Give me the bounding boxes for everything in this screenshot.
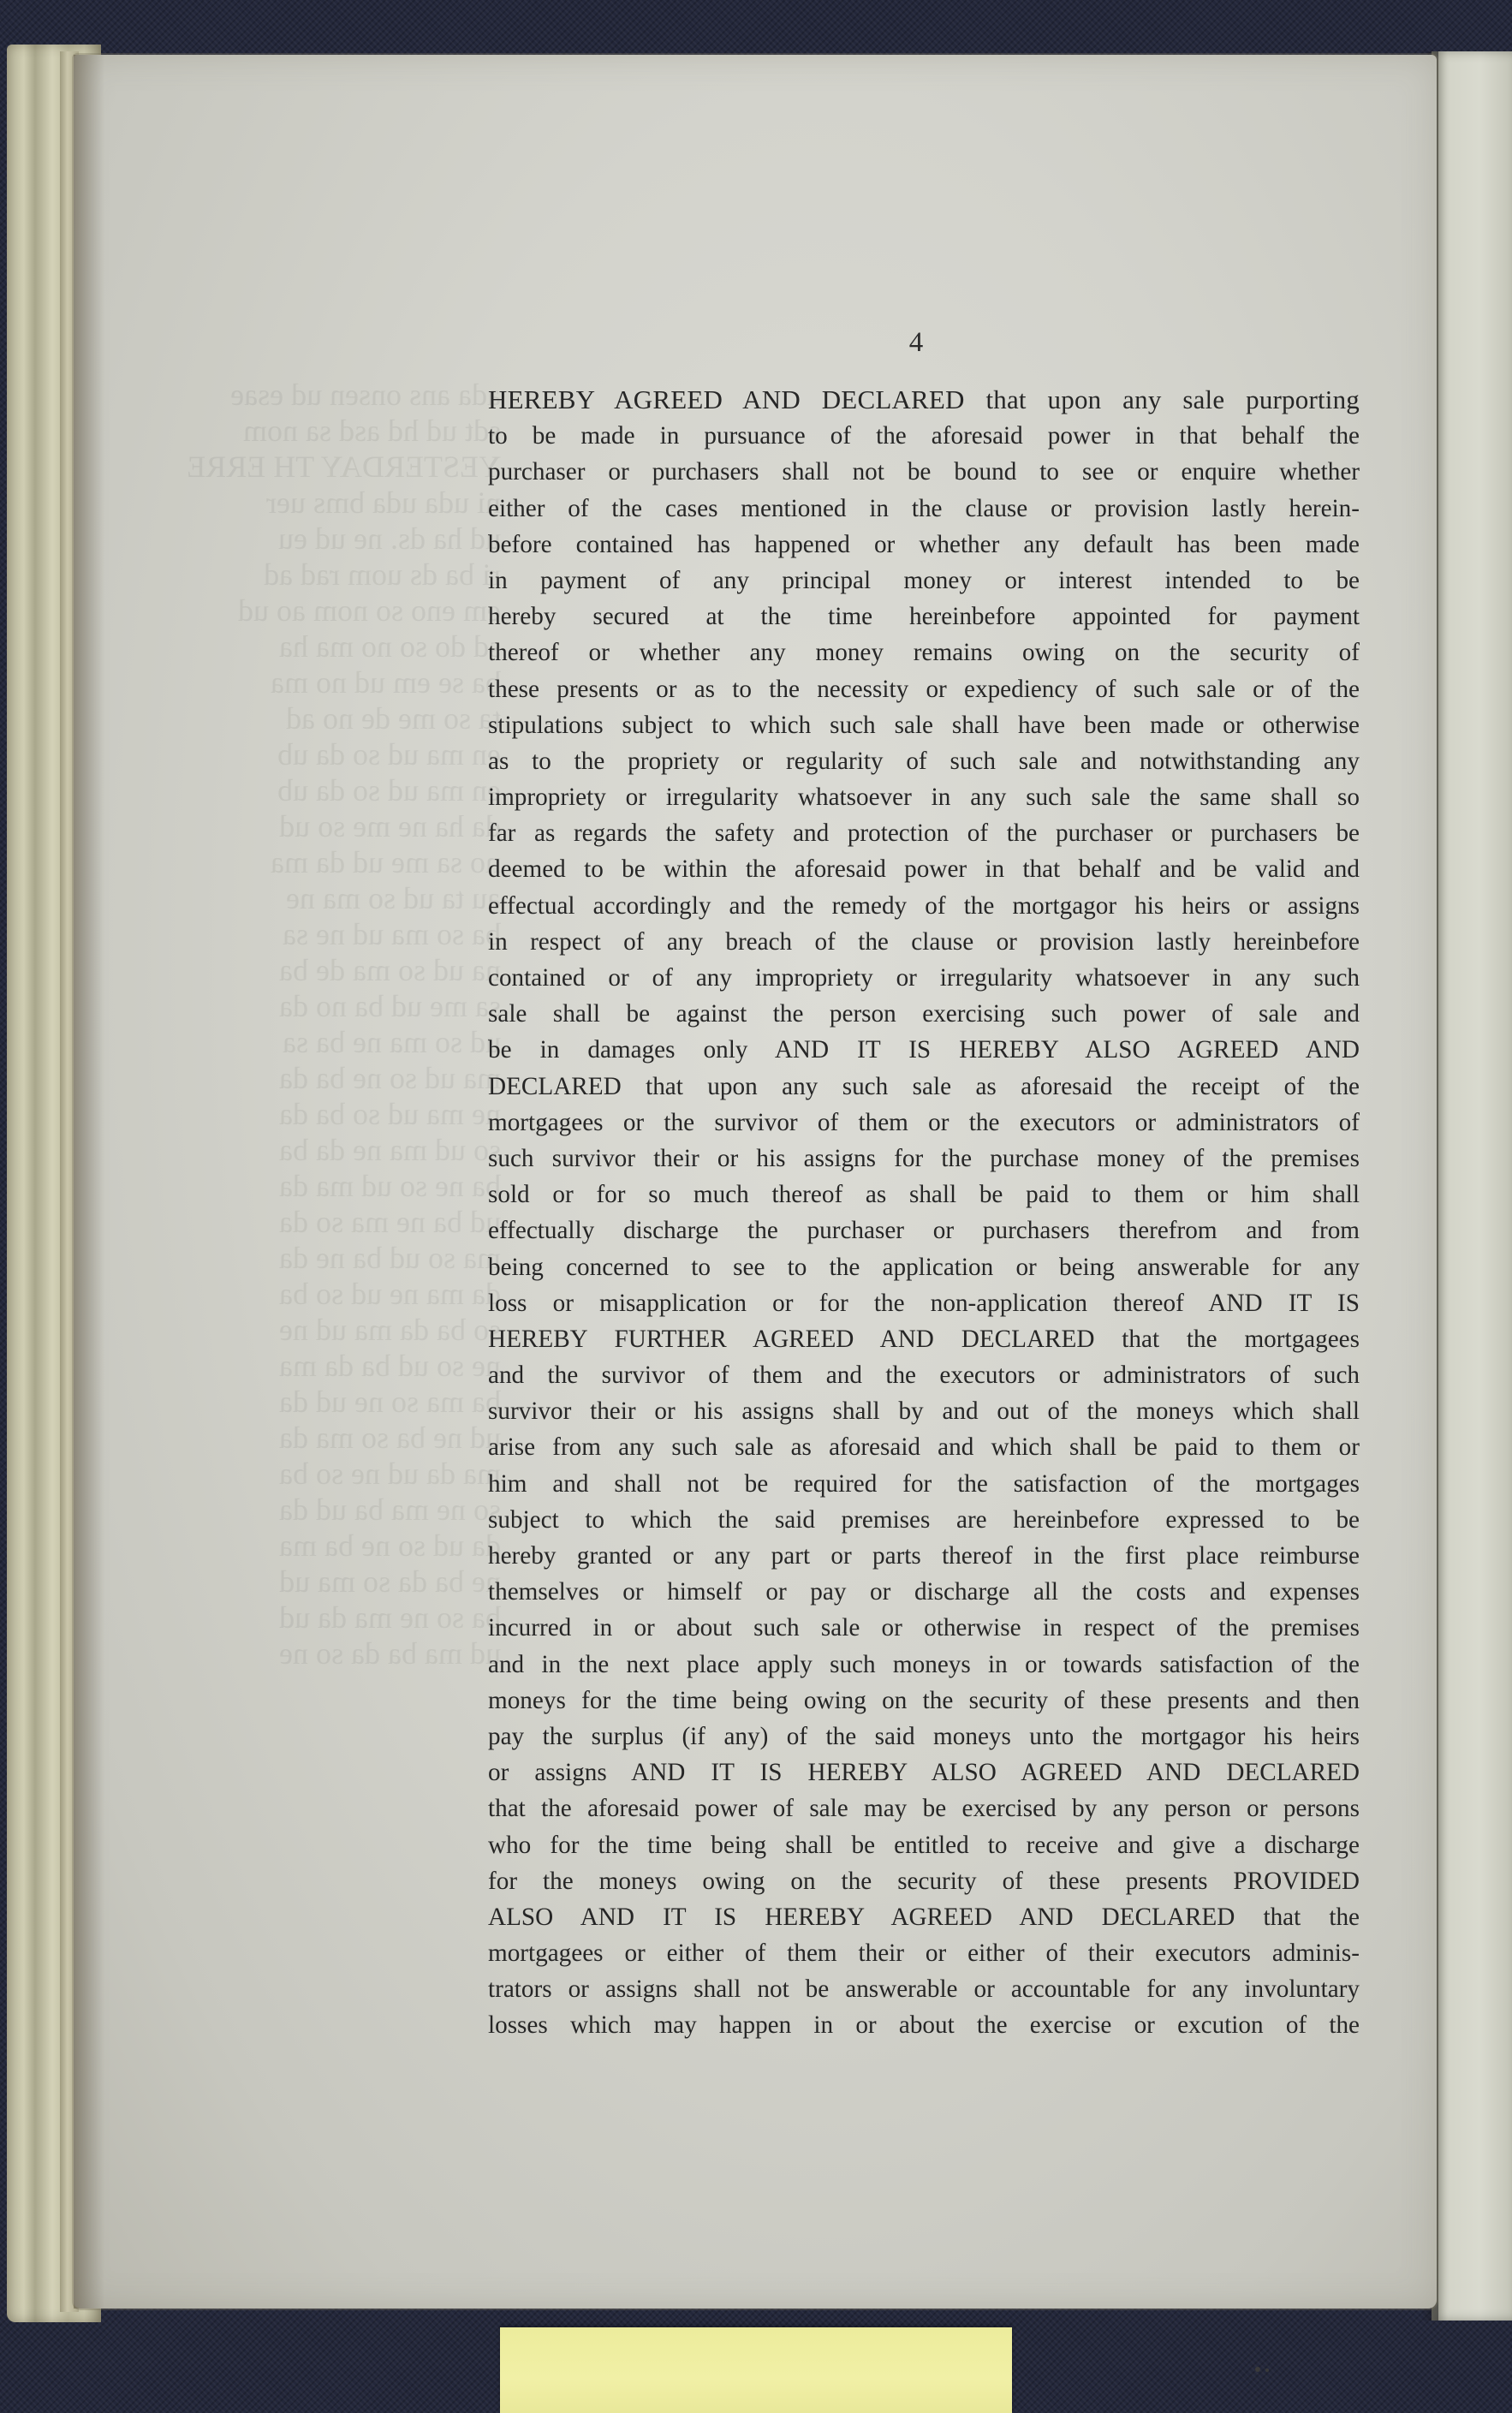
text-line: be in damages only AND IT IS HEREBY ALSO AGREED AND — [488, 1036, 1360, 1064]
text-line: and in the next place apply such moneys in or towards satisfaction of the — [488, 1650, 1360, 1678]
text-line: who for the time being shall be entitled to receive and give a discharge — [488, 1831, 1360, 1859]
page-number: 4 — [908, 327, 924, 358]
catalogue-slip — [500, 2327, 1012, 2413]
page-gutter-shadow — [74, 55, 104, 2309]
text-line: in respect of any breach of the clause or provision lastly hereinbefore — [488, 927, 1360, 956]
text-line: subject to which the said premises are hereinbefore expressed to be — [488, 1505, 1360, 1534]
text-line: sale shall be against the person exercising such power of sale and — [488, 1000, 1360, 1028]
text-line: sold or for so much thereof as shall be paid to them or him shall — [488, 1181, 1360, 1209]
text-line: purchaser or purchasers shall not be bound to see or enquire whether — [488, 458, 1360, 486]
text-line: such survivor their or his assigns for the purchase money of the premises — [488, 1144, 1360, 1172]
text-line: moneys for the time being owing on the security of these presents and then — [488, 1686, 1360, 1714]
text-line: HEREBY FURTHER AGREED AND DECLARED that the mortgagees — [488, 1325, 1360, 1353]
text-line: ALSO AND IT IS HEREBY AGREED AND DECLARED that the — [488, 1903, 1360, 1931]
text-line: before contained has happened or whether any default has been made — [488, 530, 1360, 558]
text-line: loss or misapplication or for the non-application thereof AND IT IS — [488, 1289, 1360, 1317]
text-line: that the aforesaid power of sale may be exercised by any person or persons — [488, 1795, 1360, 1823]
text-line: HEREBY AGREED AND DECLARED that upon any sale purporting — [488, 384, 1360, 414]
text-line: arise from any such sale as aforesaid and which shall be paid to them or — [488, 1433, 1360, 1462]
text-line: incurred in or about such sale or otherwise in respect of the premises — [488, 1614, 1360, 1642]
text-line: themselves or himself or pay or discharge all the costs and expenses — [488, 1578, 1360, 1606]
ink-speck — [1255, 2367, 1260, 2372]
text-line: DECLARED that upon any such sale as aforesaid the receipt of the — [488, 1072, 1360, 1100]
facing-page-edge — [1432, 51, 1512, 2321]
text-line: effectually discharge the purchaser or purchasers therefrom and from — [488, 1217, 1360, 1245]
text-line: thereof or whether any money remains owing on the security of — [488, 639, 1360, 667]
text-line: hereby granted or any part or parts thereof in the first place reimburse — [488, 1542, 1360, 1570]
text-line: deemed to be within the aforesaid power in that behalf and be valid and — [488, 855, 1360, 884]
deed-body-text — [488, 382, 1360, 2044]
text-line: stipulations subject to which such sale shall have been made or otherwise — [488, 711, 1360, 739]
text-line: or assigns AND IT IS HEREBY ALSO AGREED AND DECLARED — [488, 1759, 1360, 1787]
text-line: mortgagees or the survivor of them or the executors or administrators of — [488, 1108, 1360, 1136]
text-line: survivor their or his assigns shall by and out of the moneys which shall — [488, 1397, 1360, 1426]
text-line: contained or of any impropriety or irregularity whatsoever in any such — [488, 964, 1360, 992]
text-line: pay the surplus (if any) of the said moneys unto the mortgagor his heirs — [488, 1722, 1360, 1750]
text-line: either of the cases mentioned in the clause or provision lastly herein- — [488, 494, 1360, 522]
text-line: hereby secured at the time hereinbefore appointed for payment — [488, 603, 1360, 631]
text-line: these presents or as to the necessity or expediency of such sale or of the — [488, 675, 1360, 703]
text-line: far as regards the safety and protection of the purchaser or purchasers be — [488, 819, 1360, 848]
text-line: in payment of any principal money or interest intended to be — [488, 566, 1360, 594]
text-line: him and shall not be required for the satisfaction of the mortgages — [488, 1469, 1360, 1498]
text-line: trators or assigns shall not be answerable or accountable for any involuntary — [488, 1975, 1360, 2004]
text-line: as to the propriety or regularity of such sale and notwithstanding any — [488, 747, 1360, 775]
text-line: impropriety or irregularity whatsoever in any such sale the same shall so — [488, 783, 1360, 812]
text-line: mortgagees or either of them their or either of their executors adminis- — [488, 1939, 1360, 1968]
text-line: losses which may happen in or about the exercise or excution of the — [488, 2011, 1360, 2040]
ink-speck — [1265, 2368, 1269, 2372]
text-line: being concerned to see to the application or being answerable for any — [488, 1253, 1360, 1281]
text-line: and the survivor of them and the executors or administrators of such — [488, 1361, 1360, 1390]
text-line: for the moneys owing on the security of these presents PROVIDED — [488, 1867, 1360, 1895]
text-line: effectual accordingly and the remedy of the mortgagor his heirs or assigns — [488, 891, 1360, 920]
text-line: to be made in pursuance of the aforesaid power in that behalf the — [488, 422, 1360, 450]
